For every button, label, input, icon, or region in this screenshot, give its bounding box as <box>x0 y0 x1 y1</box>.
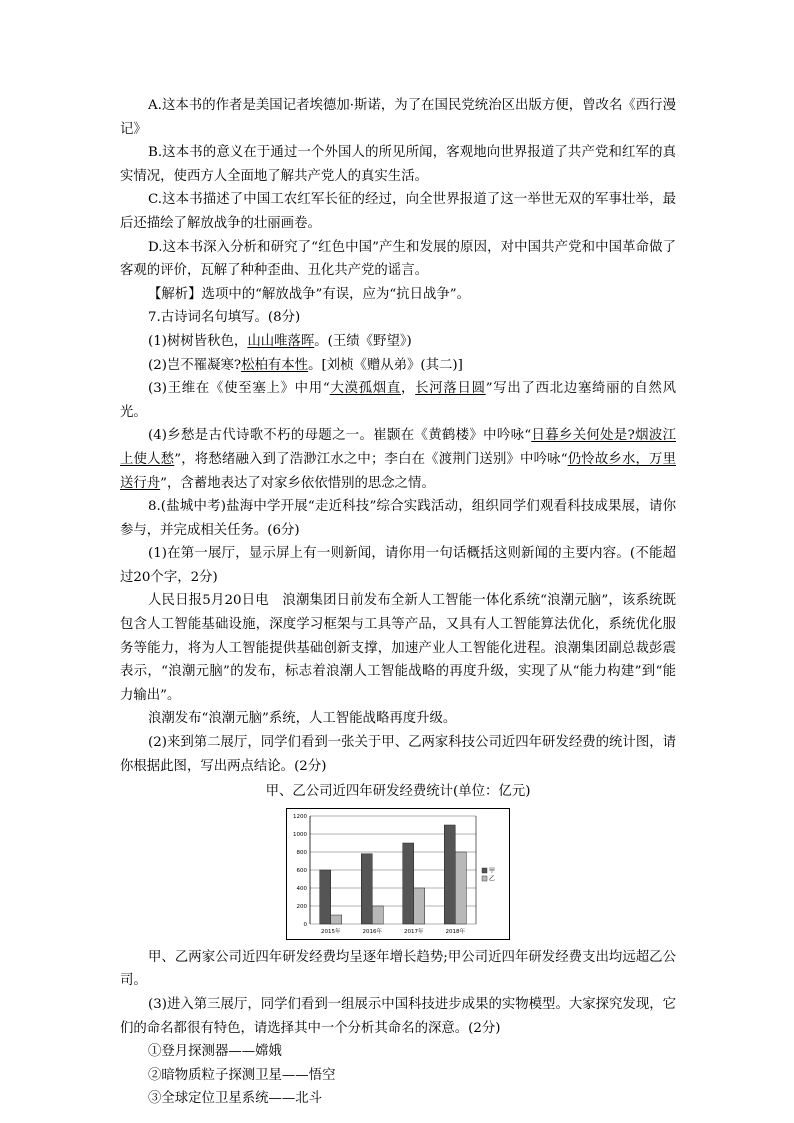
y-tick-label: 400 <box>296 885 307 892</box>
q7-line-4 <box>120 424 676 495</box>
bar-甲 <box>320 870 331 924</box>
q7-stem: 7.古诗词名句填写。(8分) <box>148 310 301 326</box>
q8-item-2: ②暗物质粒子探测卫星——悟空 <box>148 1067 336 1083</box>
document-page <box>120 94 676 1111</box>
q8-answer-2: 甲、乙两家公司近四年研发经费均呈逐年增长趋势;甲公司近四年研发经费支出均远超乙公司。 <box>120 949 676 989</box>
q6-analysis: 【解析】选项中的“解放战争”有误，应为“抗日战争”。 <box>148 286 470 302</box>
y-tick-label: 1200 <box>293 813 307 820</box>
x-tick-label: 2018年 <box>445 928 465 935</box>
bar-乙 <box>372 906 383 924</box>
q7-4-prefix: (4)乡愁是古代诗歌不朽的母题之一。崔颢在《黄鹤楼》中吟咏“ <box>148 428 532 444</box>
q7-4-suffix: ”，含蓄地表达了对家乡依依惜别的思念之情。 <box>160 475 435 491</box>
x-tick-label: 2015年 <box>321 928 341 935</box>
q7-4-answer-1: 日暮乡关何处是?烟波江上使人愁 <box>120 428 677 467</box>
q8-item-1: ①登月探测器——嫦娥 <box>148 1044 282 1060</box>
q7-4-middle: ”，将愁绪融入到了浩渺江水之中；李白在《渡荆门送别》中吟咏“ <box>174 451 568 467</box>
q7-3-answer-1: 大漠孤烟直 <box>329 381 402 397</box>
q7-2-suffix: 。[刘桢《赠从弟》(其二)] <box>308 357 463 373</box>
y-tick-label: 600 <box>296 867 307 874</box>
q8-stem: 8.(盐城中考)盐海中学开展“走近科技”综合实践活动，组织同学们观看科技成果展，请你参与，并完成相关任务。(6分) <box>120 499 676 538</box>
q8-answer-1: 浪潮发布“浪潮元脑”系统，人工智能战略再度升级。 <box>148 711 457 727</box>
q7-1-answer: 山山唯落晖 <box>247 333 315 349</box>
rd-funding-chart <box>286 808 510 940</box>
q7-line-3 <box>120 377 676 424</box>
q8-item-3: ③全球定位卫星系统——北斗 <box>148 1091 323 1107</box>
q7-3-prefix: (3)王维在《使至塞上》中用“ <box>148 381 330 397</box>
q7-4-answer-2: 仍怜故乡水，万里送行舟 <box>120 451 677 491</box>
bar-乙 <box>331 915 342 924</box>
q8-sub-3: (3)进入第三展厅，同学们看到一组展示中国科技进步成果的实物模型。大家探究发现，它们的命名都很有特色，请选择其中一个分析其命名的深意。(2分) <box>120 997 676 1036</box>
bar-甲 <box>403 843 414 924</box>
q7-1-suffix: 。(王绩《野望》) <box>314 333 412 349</box>
q7-line-1 <box>120 330 676 354</box>
q6-option-c: C.这本书描述了中国工农红军长征的经过，向全世界报道了这一举世无双的军事壮举，最后还描绘了解放战争的壮丽画卷。 <box>120 192 676 231</box>
y-tick-label: 1000 <box>293 831 307 838</box>
q7-2-prefix: (2)岂不罹凝寒? <box>148 357 242 373</box>
q7-3-suffix: ”写出了西北边塞绮丽的自然风光。 <box>120 381 677 420</box>
q6-option-b: B.这本书的意义在于通过一个外国人的所见所闻，客观地向世界报道了共产党和红军的真实情况，使西方人全面地了解共产党人的真实生活。 <box>120 145 676 184</box>
q7-3-sep: ， <box>401 381 416 397</box>
bar-甲 <box>361 854 372 924</box>
legend-label: 乙 <box>489 875 496 883</box>
legend-swatch <box>482 876 487 881</box>
x-tick-label: 2016年 <box>362 928 382 935</box>
chart-container <box>120 808 676 940</box>
bar-乙 <box>414 888 425 924</box>
q7-1-prefix: (1)树树皆秋色， <box>148 333 248 349</box>
q8-sub-1: (1)在第一展厅，显示屏上有一则新闻，请你用一句话概括这则新闻的主要内容。(不能超过20个字，2分) <box>120 546 676 585</box>
legend-label: 甲 <box>489 867 496 875</box>
q7-line-2 <box>120 354 676 378</box>
q8-news: 人民日报5月20日电 浪潮集团日前发布全新人工智能一体化系统“浪潮元脑”，该系统既包含人工智能基础设施，深度学习框架与工具等产品，又具有人工智能算法优化，系统优化服务等能力，将为人工智能提供基础创新支撑，加速产业人工智能化进程。浪潮集团副总裁彭震表示，“浪潮元脑”的发布，标志着浪潮人工智能战略的再度升级，实现了从“能力构建”到“能力输出”。 <box>120 593 676 703</box>
q8-sub-2: (2)来到第二展厅，同学们看到一张关于甲、乙两家科技公司近四年研发经费的统计图，请你根据此图，写出两点结论。(2分) <box>120 735 676 774</box>
chart-title: 甲、乙公司近四年研发经费统计(单位：亿元) <box>265 784 531 800</box>
x-tick-label: 2017年 <box>404 928 424 935</box>
bar-甲 <box>444 825 455 924</box>
y-tick-label: 800 <box>296 849 307 856</box>
legend-swatch <box>482 868 487 873</box>
bar-乙 <box>455 852 466 924</box>
y-tick-label: 200 <box>296 903 307 910</box>
q7-2-answer: 松柏有本性 <box>241 357 309 373</box>
q6-option-a: A.这本书的作者是美国记者埃德加·斯诺，为了在国民党统治区出版方便，曾改名《西行漫记》 <box>120 98 676 137</box>
q7-3-answer-2: 长河落日圆 <box>415 381 486 397</box>
q6-option-d: D.这本书深入分析和研究了“红色中国”产生和发展的原因，对中国共产党和中国革命做了客观的评价，瓦解了种种歪曲、丑化共产党的谣言。 <box>120 239 676 279</box>
y-tick-label: 0 <box>303 921 307 928</box>
